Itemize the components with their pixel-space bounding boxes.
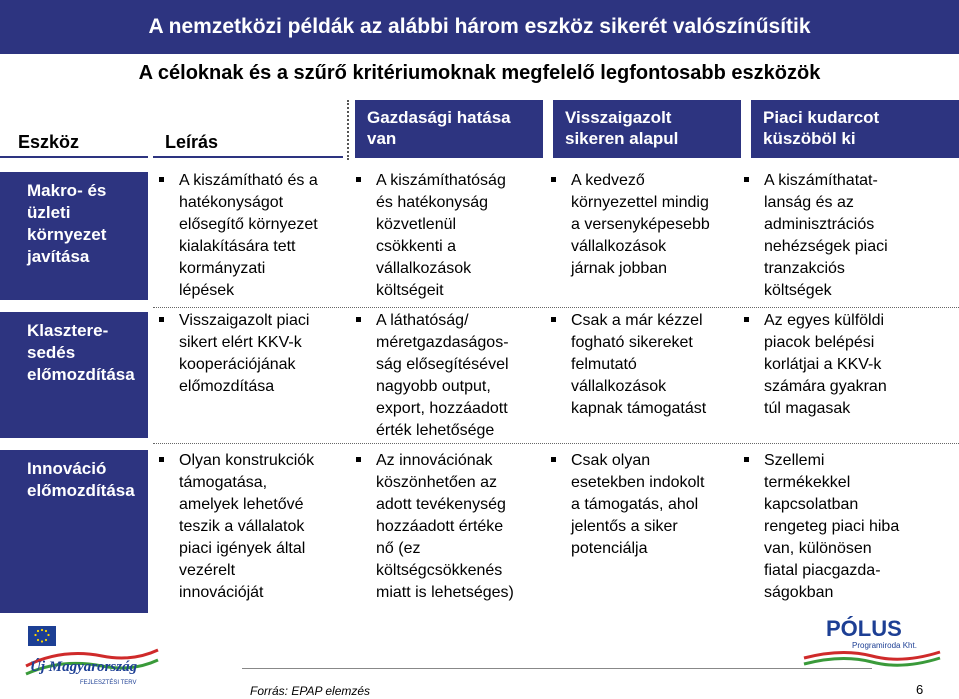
cell-line: A láthatóság/ — [376, 312, 469, 329]
cell-line: a versenyképesebb — [571, 216, 710, 233]
cell-line: vezérelt — [179, 562, 236, 579]
cell-line: támogatása, — [179, 474, 268, 491]
cell-line: hozzáadott értéke — [376, 518, 504, 535]
cell-line: csökkenti a — [376, 238, 457, 255]
cell-line: sikert elért KKV-k — [179, 334, 302, 351]
uj-magyarorszag-logo — [22, 622, 162, 692]
row-label-line: Klasztere- — [27, 321, 109, 340]
row-divider — [153, 307, 959, 308]
cell-line: innovációját — [179, 584, 264, 601]
cell-line: A kedvező — [571, 172, 645, 189]
logo-right-sub: Programiroda Kht. — [852, 641, 917, 650]
column-header-visszaigazolt-line1: Visszaigazolt — [565, 108, 672, 127]
cell-line: nehézségek piaci — [764, 238, 888, 255]
polus-logo — [802, 612, 942, 670]
bullet-icon — [356, 177, 361, 182]
cell-line: kooperációjának — [179, 356, 296, 373]
cell-line: Csak olyan — [571, 452, 651, 469]
column-header-piaci — [751, 100, 959, 158]
cell-innovacio-visszaigazolt — [545, 450, 755, 560]
cell-line: A kiszámítható és a — [179, 172, 318, 189]
cell-line: adminisztrációs — [764, 216, 875, 233]
cell-line: elősegítő környezet — [179, 216, 318, 233]
row-label-line: Makro- és — [27, 181, 107, 200]
page-title: A nemzetközi példák az alábbi három eszköz sikerét valószínűsítik — [148, 15, 811, 38]
cell-innovacio-gazdasagi — [350, 450, 550, 604]
cell-innovacio-piaci — [738, 450, 959, 604]
row-label-innovacio — [0, 450, 148, 613]
logo-right-text: PÓLUS — [826, 616, 902, 641]
cell-line: export, hozzáadott — [376, 400, 508, 417]
cell-line: Az egyes külföldi — [764, 312, 885, 329]
cell-line: A kiszámíthatóság — [376, 172, 506, 189]
column-header-piaci-line1: Piaci kudarcot — [763, 108, 880, 127]
row-label-line: Innováció — [27, 459, 107, 478]
cell-line: közvetlenül — [376, 216, 457, 233]
cell-line: potenciálja — [571, 540, 648, 557]
cell-line: ságokban — [764, 584, 834, 601]
cell-line: nagyobb output, — [376, 378, 491, 395]
cell-line: korlátjai a KKV-k — [764, 356, 882, 373]
cell-line: hatékonyságot — [179, 194, 284, 211]
cell-line: kapnak támogatást — [571, 400, 707, 417]
source-note: Forrás: EPAP elemzés — [250, 684, 371, 698]
cell-makro-gazdasagi — [350, 170, 550, 302]
cell-makro-piaci — [738, 170, 959, 302]
bullet-icon — [356, 317, 361, 322]
cell-line: Az innovációnak — [376, 452, 493, 469]
row-label-klaszter — [0, 312, 148, 438]
column-header-visszaigazolt — [553, 100, 741, 158]
column-divider — [347, 100, 349, 160]
cell-klaszter-gazdasagi — [350, 310, 550, 442]
cell-line: van, különösen — [764, 540, 872, 557]
cell-line: vállalkozások — [376, 260, 472, 277]
cell-line: kormányzati — [179, 260, 266, 277]
column-header-gazdasagi — [355, 100, 543, 158]
cell-line: a támogatás, ahol — [571, 496, 699, 513]
cell-line: teszik a vállalatok — [179, 518, 305, 535]
bullet-icon — [159, 177, 164, 182]
cell-line: érték lehetősége — [376, 422, 495, 439]
bullet-icon — [744, 177, 749, 182]
cell-line: Visszaigazolt piaci — [179, 312, 310, 329]
cell-line: költségeit — [376, 282, 444, 299]
row-label-line: előmozdítása — [27, 481, 135, 500]
cell-line: lépések — [179, 282, 235, 299]
page-number: 6 — [916, 682, 924, 697]
cell-line: fogható sikereket — [571, 334, 693, 351]
cell-line: vállalkozások — [571, 378, 667, 395]
cell-line: piaci igények által — [179, 540, 306, 557]
header-underline-eszkoz — [0, 156, 148, 158]
cell-line: kialakítására tett — [179, 238, 296, 255]
cell-line: esetekben indokolt — [571, 474, 705, 491]
cell-line: túl magasak — [764, 400, 851, 417]
row-label-line: javítása — [27, 247, 90, 266]
cell-line: amelyek lehetővé — [179, 496, 304, 513]
cell-line: adott tevékenység — [376, 496, 506, 513]
cell-klaszter-piaci — [738, 310, 959, 420]
cell-makro-leiras — [153, 170, 353, 302]
cell-line: méretgazdaságos- — [376, 334, 509, 351]
cell-line: felmutató — [571, 356, 637, 373]
column-header-gazdasagi-line2: van — [367, 129, 397, 148]
cell-line: miatt is lehetséges) — [376, 584, 514, 601]
bullet-icon — [159, 457, 164, 462]
bullet-icon — [551, 457, 556, 462]
column-header-leiras: Leírás — [165, 132, 219, 152]
cell-line: költségek — [764, 282, 832, 299]
row-divider — [153, 443, 959, 444]
row-label-line: környezet — [27, 225, 107, 244]
column-header-piaci-line2: küszöböl ki — [763, 129, 856, 148]
cell-line: előmozdítása — [179, 378, 275, 395]
cell-line: termékekkel — [764, 474, 851, 491]
row-label-line: előmozdítása — [27, 365, 135, 384]
bullet-icon — [551, 317, 556, 322]
cell-line: Csak a már kézzel — [571, 312, 703, 329]
cell-line: kapcsolatban — [764, 496, 859, 513]
cell-line: rengeteg piaci hiba — [764, 518, 900, 535]
cell-line: vállalkozások — [571, 238, 667, 255]
cell-line: Olyan konstrukciók — [179, 452, 315, 469]
cell-line: lanság és az — [764, 194, 854, 211]
cell-line: fiatal piacgazda- — [764, 562, 881, 579]
logo-left-text: Új Magyarország — [30, 659, 138, 675]
cell-line: járnak jobban — [571, 260, 668, 277]
header-underline-leiras — [153, 156, 343, 158]
row-label-line: sedés — [27, 343, 76, 362]
cell-line: költségcsökkenés — [376, 562, 503, 579]
cell-line: piacok belépési — [764, 334, 875, 351]
page-subtitle: A céloknak és a szűrő kritériumoknak megfelelő legfontosabb eszközök — [138, 62, 821, 84]
cell-line: Szellemi — [764, 452, 825, 469]
cell-line: környezettel mindig — [571, 194, 709, 211]
cell-line: köszönhetően az — [376, 474, 497, 491]
column-header-eszkoz: Eszköz — [18, 132, 80, 152]
cell-line: nő (ez — [376, 540, 421, 557]
footer-divider — [242, 668, 872, 669]
cell-line: és hatékonyság — [376, 194, 489, 211]
cell-makro-visszaigazolt — [545, 170, 755, 280]
title-bar — [0, 0, 959, 54]
cell-klaszter-visszaigazolt — [545, 310, 755, 420]
column-header-gazdasagi-line1: Gazdasági hatása — [367, 108, 511, 127]
cell-line: jelentős a siker — [571, 518, 678, 535]
ribbon-red — [804, 652, 940, 659]
cell-line: tranzakciós — [764, 260, 845, 277]
bullet-icon — [744, 457, 749, 462]
cell-klaszter-leiras — [153, 310, 353, 398]
logo-left-sub: FEJLESZTÉSI TERV — [80, 680, 137, 686]
column-header-visszaigazolt-line2: sikeren alapul — [565, 129, 679, 148]
cell-innovacio-leiras — [153, 450, 353, 604]
cell-line: számára gyakran — [764, 378, 887, 395]
ribbon-green — [804, 658, 940, 665]
row-label-line: üzleti — [27, 203, 71, 222]
cell-line: ság elősegítésével — [376, 356, 509, 373]
cell-line: A kiszámíthatat- — [764, 172, 878, 189]
bullet-icon — [356, 457, 361, 462]
bullet-icon — [159, 317, 164, 322]
bullet-icon — [551, 177, 556, 182]
row-label-makro — [0, 172, 148, 300]
bullet-icon — [744, 317, 749, 322]
